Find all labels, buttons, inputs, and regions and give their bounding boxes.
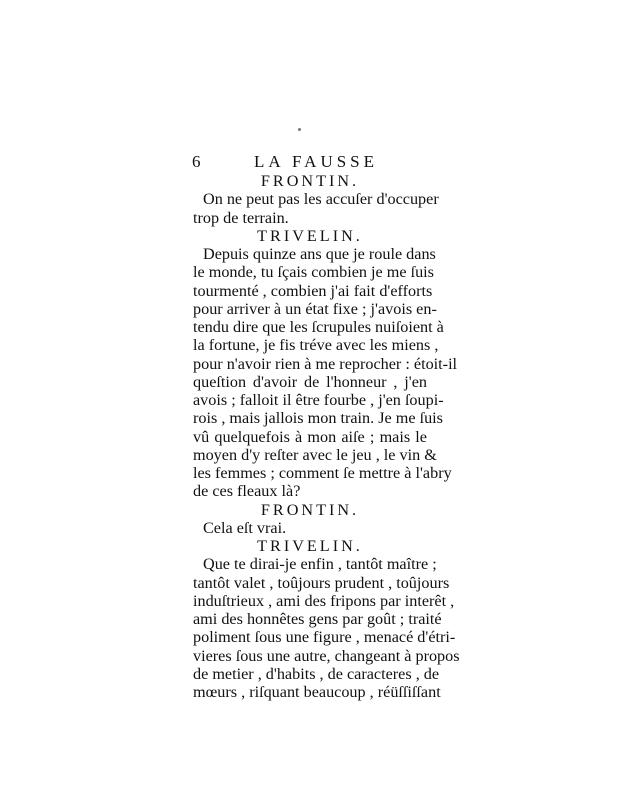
speaker-name: TRIVELIN. bbox=[257, 226, 363, 245]
text-line: poliment ſous une figure , menacé d'étri- bbox=[193, 628, 456, 647]
text-line: vieres ſous une autre, changeant à propos bbox=[193, 646, 460, 665]
text-line: Depuis quinze ans que je roule dans bbox=[203, 245, 436, 263]
speaker-name: FRONTIN. bbox=[260, 500, 360, 519]
text-line: vû quelquefois à mon aiſe ; mais le bbox=[193, 427, 427, 446]
text-line: de ces fleaux là? bbox=[193, 482, 301, 501]
running-title: LA FAUSSE bbox=[254, 152, 379, 171]
text-line: la fortune, je fis tréve avec les miens , bbox=[193, 336, 439, 355]
text-line: trop de terrain. bbox=[193, 208, 289, 227]
text-line: le monde, tu ſçais combien je me ſuis bbox=[193, 263, 434, 282]
page-body bbox=[193, 172, 460, 701]
text-line: pour arriver à un état fixe ; j'avois en- bbox=[193, 299, 437, 318]
scan-speck bbox=[298, 128, 301, 131]
text-line: les femmes ; comment ſe mettre à l'abry bbox=[193, 464, 452, 482]
text-line: induſtrieux , ami des fripons par interêt , bbox=[193, 591, 455, 610]
text-line: rois , mais jallois mon train. Je me ſuis bbox=[193, 409, 443, 428]
text-line: tourmenté , combien j'ai fait d'efforts bbox=[193, 281, 433, 300]
text-line: mœurs , riſquant beaucoup , réüſſiſſant bbox=[193, 683, 441, 701]
text-line: On ne peut pas les accuſer d'occuper bbox=[203, 190, 439, 209]
text-line: tendu dire que les ſcrupules nuiſoient à bbox=[193, 318, 444, 336]
page-number: 6 bbox=[192, 152, 201, 171]
speaker-name: FRONTIN. bbox=[260, 172, 360, 190]
text-line: Que te dirai-je enfin , tantôt maître ; bbox=[203, 555, 437, 574]
text-line: de metier , d'habits , de caracteres , de bbox=[193, 664, 440, 683]
page-header bbox=[192, 152, 428, 172]
text-line: ami des honnêtes gens par goût ; traité bbox=[193, 610, 442, 628]
text-line: moyen d'y reſter avec le jeu , le vin & bbox=[193, 445, 437, 464]
text-line: pour n'avoir rien à me reprocher : étoit-il bbox=[193, 354, 458, 373]
text-line: avois ; falloit il être fourbe , j'en ſoupi- bbox=[193, 391, 444, 409]
text-line: tantôt valet , toûjours prudent , toûjours bbox=[193, 573, 450, 592]
text-line: queſtion d'avoir de l'honneur , j'en bbox=[193, 372, 427, 391]
speaker-name: TRIVELIN. bbox=[257, 537, 363, 555]
text-line: Cela eſt vrai. bbox=[203, 518, 287, 537]
